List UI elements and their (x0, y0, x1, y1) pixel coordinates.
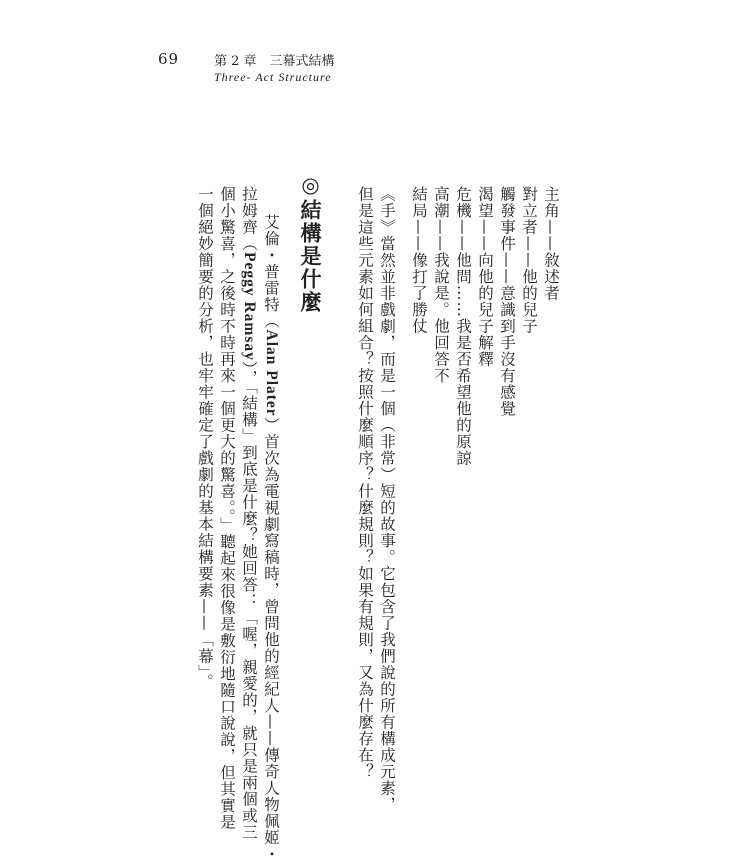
spacer (282, 186, 296, 706)
list-item: 結局——像打了勝仗 (410, 186, 428, 335)
paragraph-line: 但是這些元素如何組合？按照什麼順序？什麼規則？如果有規則，又為什麼存在？ (356, 186, 374, 780)
paragraph-line: 艾倫・普雷特（Alan Plater）首次為電視劇寫稿時，曾問他的經紀人——傳奇人物佩姬・ (262, 214, 280, 862)
section-heading: ◎結構是什麼 (298, 172, 323, 314)
chapter-title: 第 2 章 三幕式結構 (214, 54, 335, 69)
chapter-subtitle: Three- Act Structure (214, 70, 332, 84)
list-item: 觸發事件——意識到手沒有感覺 (498, 186, 516, 417)
spacer (398, 186, 408, 706)
paragraph-line: 個小驚喜，之後時不時再來一個更大的驚喜。。」聽起來很像是敷衍地隨口說說，但其實是 (218, 186, 236, 831)
spacer (324, 186, 354, 706)
page-number: 69 (158, 50, 180, 68)
list-item: 對立者——他的兒子 (520, 186, 538, 335)
paragraph-line: 《手》當然並非戲劇，而是一個（非常）短的故事。它包含了我們說的所有構成元素， (378, 186, 396, 813)
list-item: 高潮——我說是。他回答不 (432, 186, 450, 384)
paragraph-line: 拉姆齊（Peggy Ramsay），「結構」到底是什麼？她回答：「喔，親愛的，就只是兩個或三 (240, 186, 258, 841)
list-item: 渴望——向他的兒子解釋 (476, 186, 494, 368)
list-item: 主角——敘述者 (542, 186, 560, 302)
vertical-text-body (194, 172, 562, 862)
list-item: 危機——他問……我是否希望他的原諒 (454, 186, 472, 467)
paragraph-line: 一個絕妙簡要的分析，也牢牢確定了戲劇的基本結構要素——「幕」。 (196, 186, 214, 690)
